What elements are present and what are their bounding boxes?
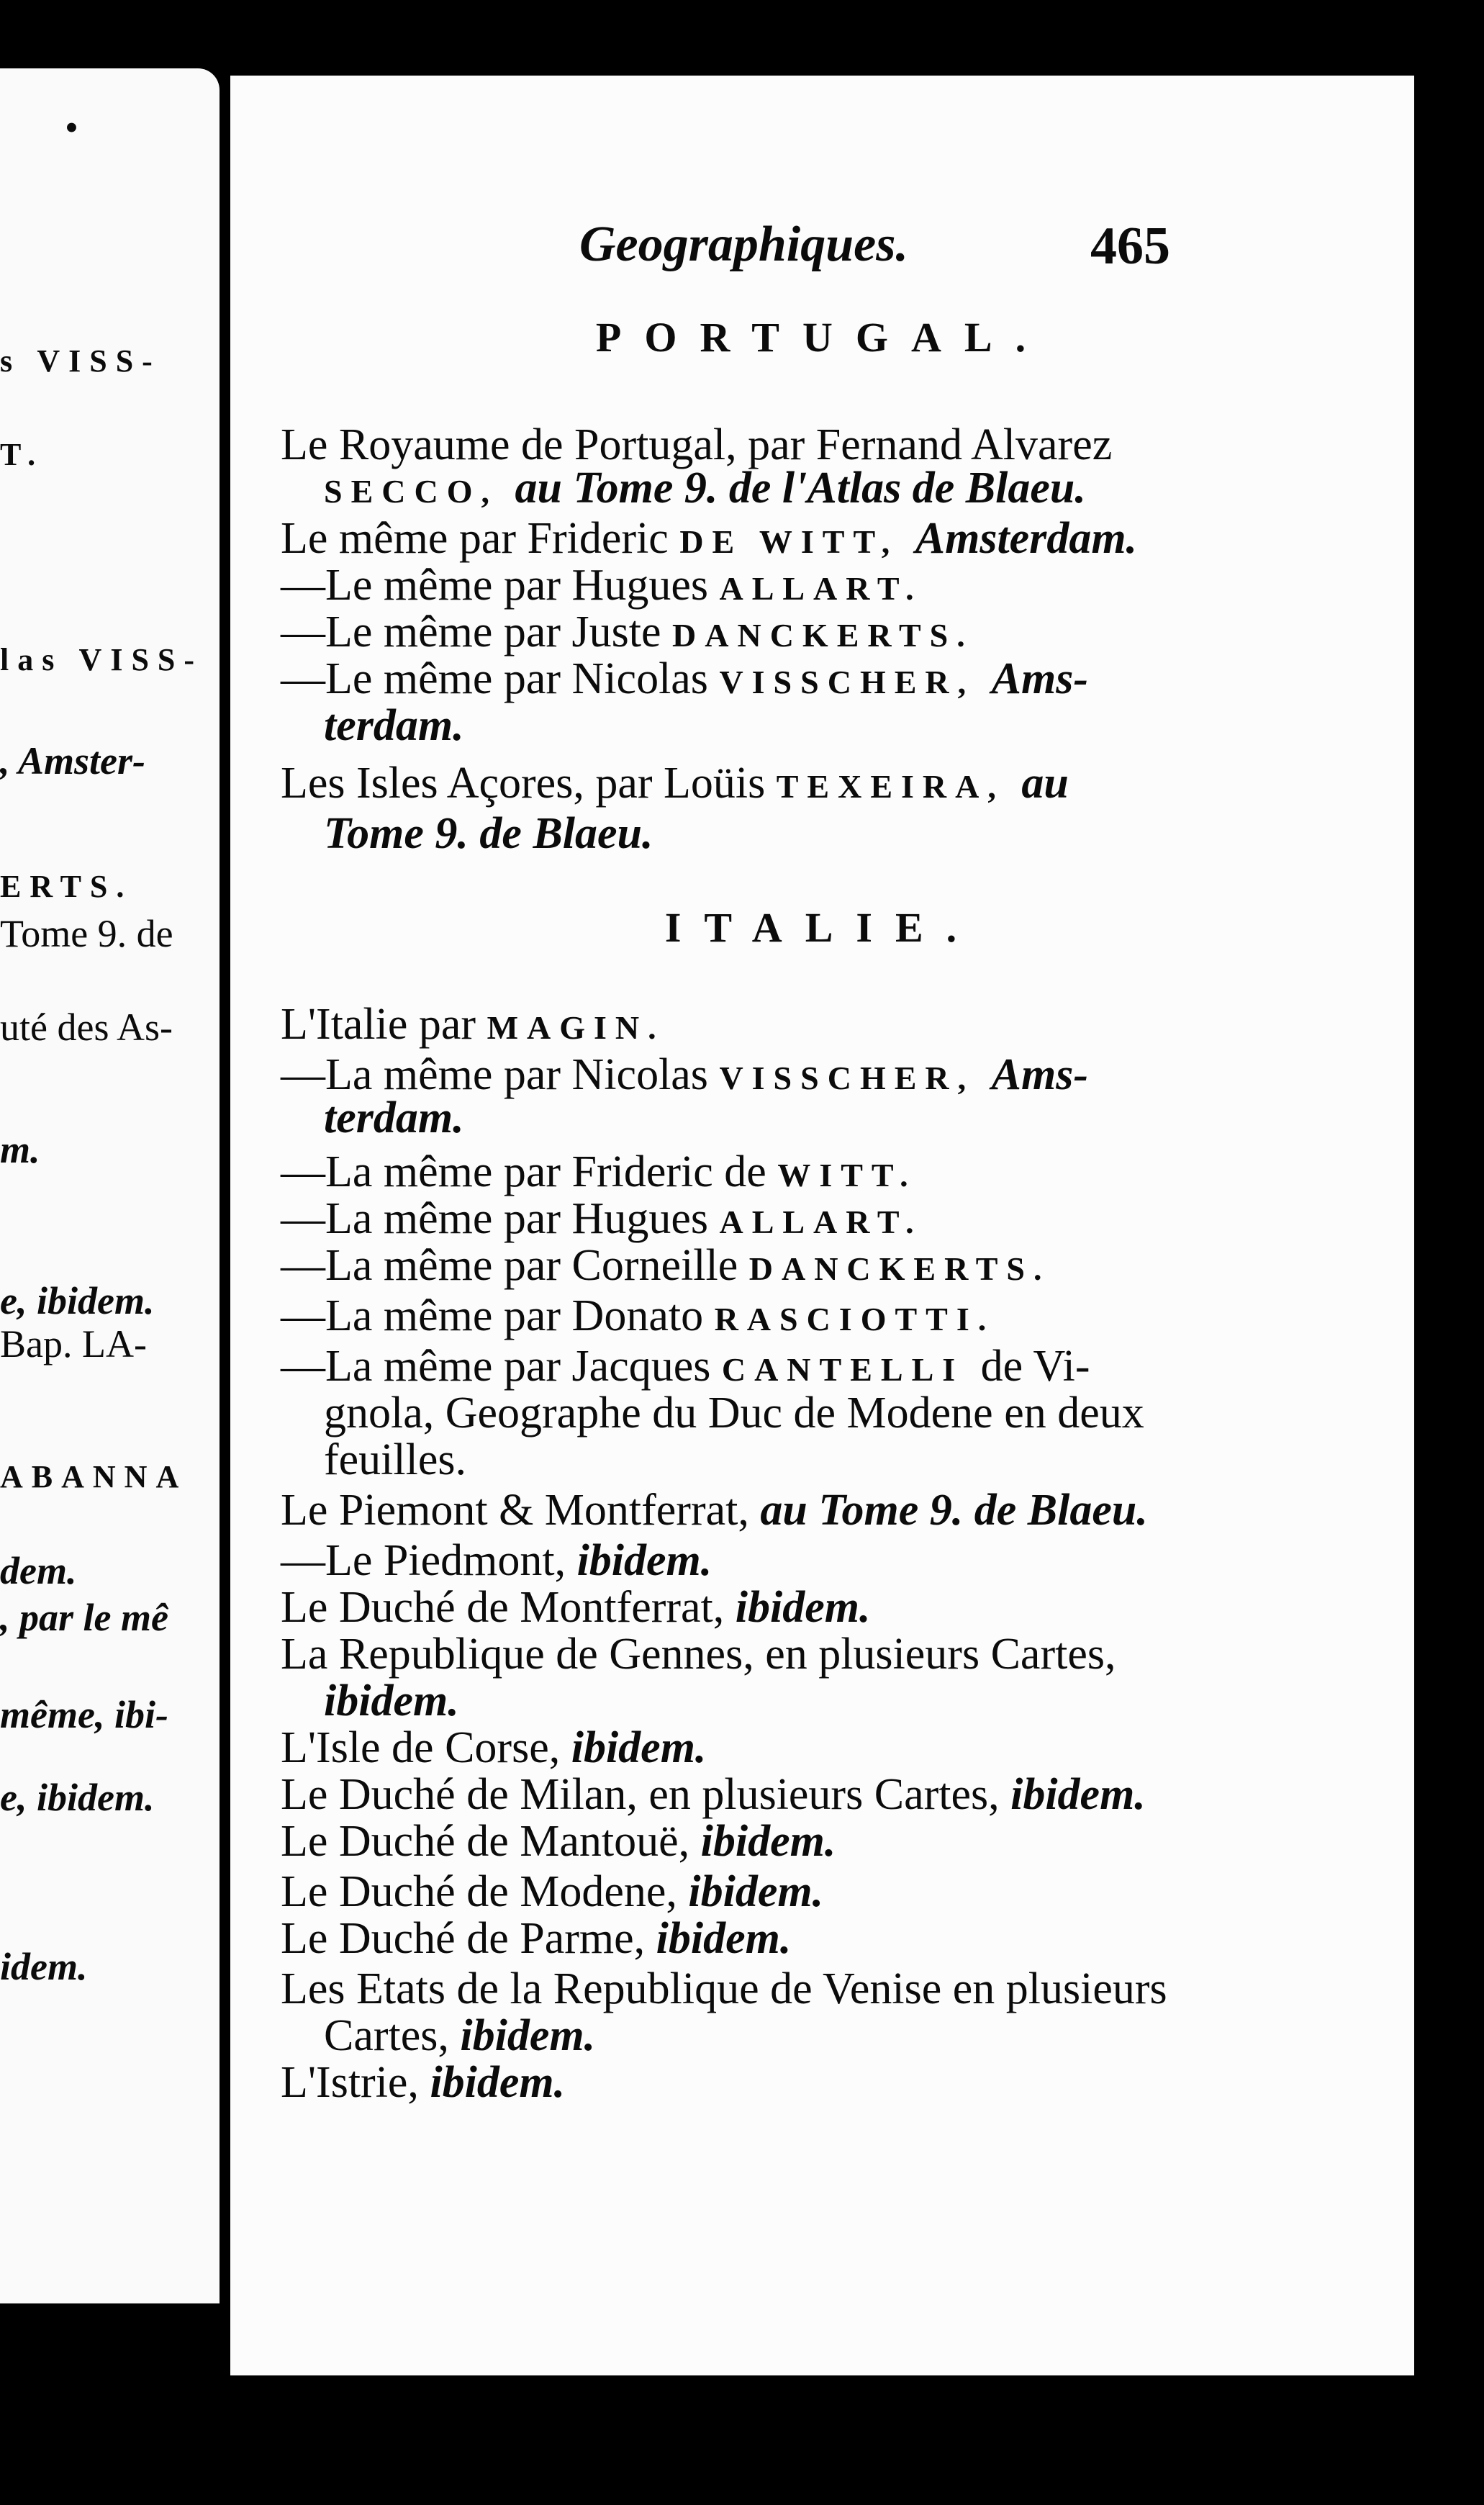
italic-text: terdam. — [324, 701, 464, 750]
small-caps-name: MAGIN. — [487, 1009, 665, 1046]
entry-line — [281, 1001, 1403, 1052]
entry-text: —Le même par Juste — [281, 608, 673, 656]
entry-text: Le Duché de Mantouë, — [281, 1817, 701, 1866]
running-head-title: Geographiques. — [579, 217, 908, 272]
small-caps-name: DANCKERTS. — [748, 1250, 1051, 1287]
left-page-line: • — [65, 106, 78, 149]
entry-line — [281, 421, 1403, 469]
small-caps-name: VISSCHER, — [719, 1060, 992, 1096]
left-page-line: , Amster- — [0, 739, 145, 782]
left-page-line: e, ibidem. — [0, 1776, 155, 1819]
entry-line — [281, 1195, 1403, 1246]
left-page-line: s VISS- — [0, 343, 161, 379]
entry-text: Les Etats de la Republique de Venise en plusieurs — [281, 1964, 1167, 2013]
entry-line — [281, 1584, 1403, 1631]
entry-continuation-line — [324, 464, 1447, 515]
entry-line — [281, 1771, 1403, 1818]
left-page-line: idem. — [0, 1945, 88, 1988]
entry-text: gnola, Geographe du Duc de Modene en deux — [324, 1389, 1144, 1437]
left-page-line: Tome 9. de — [0, 912, 173, 955]
small-caps-name: VISSCHER, — [719, 664, 992, 700]
entry-text: Le Duché de Parme, — [281, 1914, 656, 1963]
italic-text: terdam. — [324, 1093, 464, 1142]
italic-text: Amsterdam. — [915, 514, 1138, 563]
small-caps-name: RASCIOTTI. — [714, 1301, 995, 1337]
entry-line — [281, 2059, 1403, 2106]
small-caps-name: SECCO, — [324, 473, 515, 510]
entry-continuation-line — [324, 1436, 1447, 1484]
entry-text: L'Isle de Corse, — [281, 1723, 571, 1772]
entry-text: Les Isles Açores, par Loüis — [281, 759, 777, 808]
entry-text: Le Duché de Montferrat, — [281, 1583, 736, 1632]
entry-line — [281, 1915, 1403, 1962]
entry-continuation-line — [324, 2012, 1447, 2059]
entry-line — [281, 1486, 1403, 1534]
entry-line — [281, 608, 1403, 659]
italic-text: au Tome 9. de Blaeu. — [760, 1486, 1148, 1535]
entry-text: La Republique de Gennes, en plusieurs Cartes, — [281, 1630, 1116, 1679]
entry-line — [281, 1630, 1403, 1678]
entry-line — [281, 515, 1403, 566]
italic-text: ibidem. — [656, 1914, 792, 1963]
entry-text: Le Piemont & Montferrat, — [281, 1486, 761, 1535]
entry-text: —Le même par Nicolas — [281, 654, 720, 703]
entry-continuation-line — [324, 1389, 1447, 1437]
small-caps-name: TEXEIRA, — [776, 768, 1022, 805]
small-caps-name: DANCKERTS. — [672, 617, 974, 654]
left-page-line: dem. — [0, 1549, 77, 1592]
entry-text: L'Istrie, — [281, 2058, 430, 2107]
italic-text: ibidem. — [576, 1536, 712, 1585]
italic-text: Ams- — [991, 1050, 1088, 1099]
small-caps-name: DE WITT, — [679, 523, 915, 560]
italic-text: ibidem. — [430, 2058, 566, 2107]
entry-line — [281, 655, 1403, 706]
italic-text: au — [1021, 759, 1069, 808]
entry-text: —Le même par Hugues — [281, 561, 720, 610]
entry-line — [281, 1148, 1403, 1199]
entry-text: —La même par Jacques — [281, 1342, 722, 1391]
entry-text: Le Duché de Modene, — [281, 1867, 689, 1916]
left-page-line: même, ibi- — [0, 1693, 168, 1736]
entry-text: —Le Piedmont, — [281, 1536, 577, 1585]
entry-text: Le même par Frideric — [281, 514, 680, 563]
left-page-line: las VISS- — [0, 642, 204, 677]
small-caps-name: CANTELLI — [721, 1351, 981, 1388]
entry-text: Le Royaume de Portugal, par Fernand Alvarez — [281, 420, 1113, 469]
section-heading: PORTUGAL. — [595, 314, 1049, 361]
italic-text: Tome 9. de Blaeu. — [324, 809, 653, 858]
section-heading: ITALIE. — [664, 904, 980, 951]
entry-continuation-line — [324, 702, 1447, 749]
italic-text: ibidem. — [735, 1583, 871, 1632]
small-caps-name: WITT. — [777, 1157, 917, 1193]
entry-line — [281, 1724, 1403, 1771]
entry-text: —La même par Corneille — [281, 1241, 749, 1290]
book-page — [230, 76, 1414, 2375]
entry-text: —La même par Hugues — [281, 1194, 720, 1243]
entry-continuation-line — [324, 1094, 1447, 1142]
italic-text: ibidem. — [688, 1867, 824, 1916]
italic-text: ibidem. — [1010, 1770, 1146, 1819]
entry-line — [281, 1868, 1403, 1915]
italic-text: Ams- — [991, 654, 1088, 703]
entry-line — [281, 759, 1403, 811]
entry-text: —La même par Frideric de — [281, 1147, 778, 1196]
entry-text: de Vi- — [980, 1342, 1090, 1391]
running-head — [230, 216, 1414, 295]
left-page-line: ABANNA — [0, 1459, 188, 1494]
left-page-fragment — [0, 68, 220, 2303]
entry-text: —La même par Donato — [281, 1291, 715, 1340]
left-page-line: e, ibidem. — [0, 1279, 155, 1322]
entry-text: Cartes, — [324, 2011, 461, 2060]
page-number: 465 — [1090, 217, 1170, 276]
entry-line — [281, 1965, 1403, 2013]
left-page-line: uté des As- — [0, 1006, 173, 1049]
entry-continuation-line — [324, 1677, 1447, 1725]
entry-line — [281, 1292, 1403, 1343]
left-page-line: m. — [0, 1128, 40, 1171]
entry-continuation-line — [324, 810, 1447, 857]
italic-text: ibidem. — [571, 1723, 707, 1772]
small-caps-name: ALLART. — [719, 1204, 923, 1240]
entry-line — [281, 1537, 1403, 1584]
entry-text: —La même par Nicolas — [281, 1050, 720, 1099]
left-page-line: Bap. LA- — [0, 1322, 147, 1366]
small-caps-name: ALLART. — [719, 570, 923, 607]
entry-text: Le Duché de Milan, en plusieurs Cartes, — [281, 1770, 1011, 1819]
italic-text: ibidem. — [460, 2011, 596, 2060]
left-page-line: ERTS. — [0, 869, 133, 904]
entry-line — [281, 1342, 1403, 1394]
entry-text: feuilles. — [324, 1435, 466, 1484]
italic-text: ibidem. — [324, 1676, 459, 1725]
entry-line — [281, 1818, 1403, 1865]
italic-text: ibidem. — [700, 1817, 836, 1866]
italic-text: au Tome 9. de l'Atlas de Blaeu. — [515, 464, 1086, 513]
entry-line — [281, 561, 1403, 613]
left-page-line: T. — [0, 437, 45, 472]
entry-line — [281, 1242, 1403, 1293]
left-page-line: , par le mê — [0, 1596, 168, 1639]
entry-text: L'Italie par — [281, 1000, 487, 1049]
